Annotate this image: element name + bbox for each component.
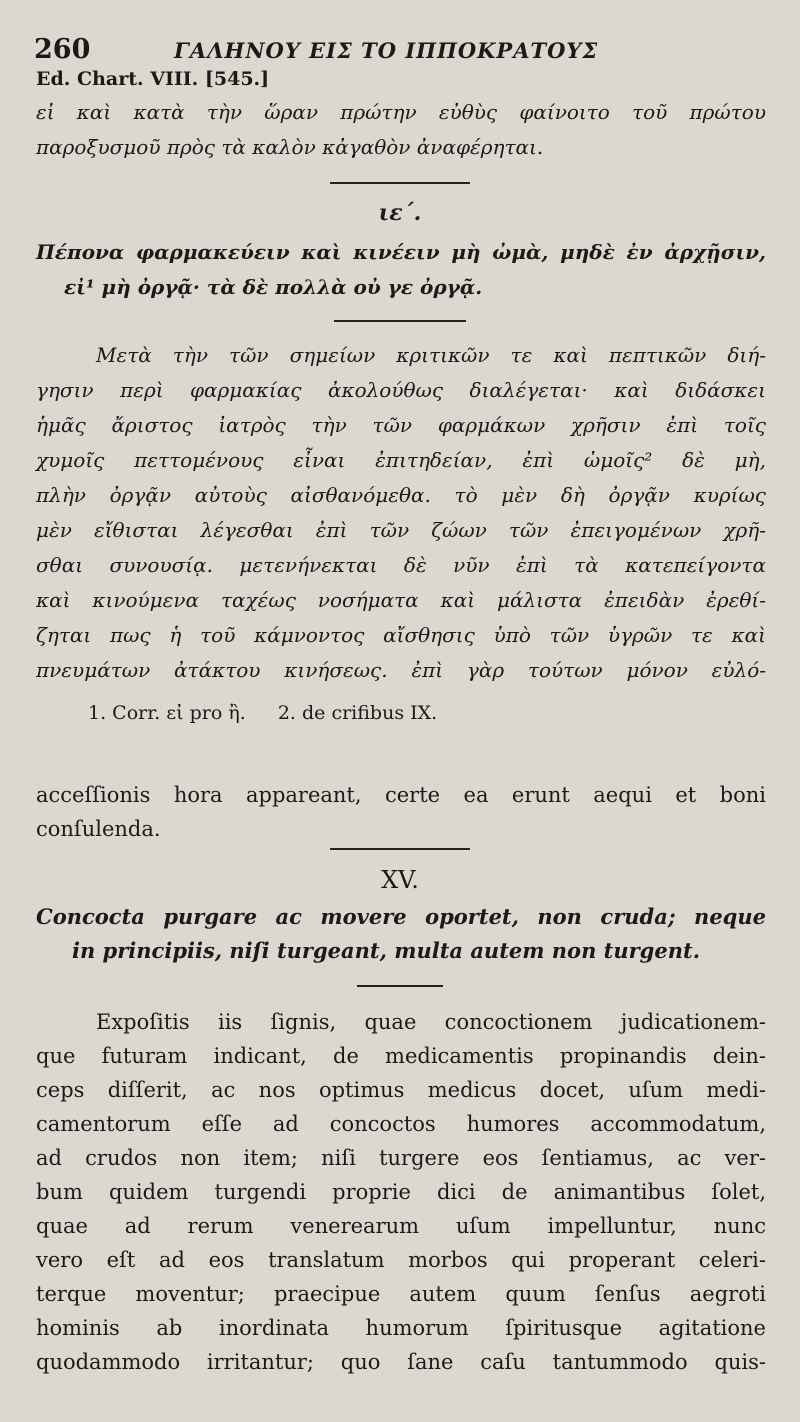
greek-intro	[36, 95, 766, 165]
latin-commentary-line: hominis ab inordinata humorum ſpiritusque agitatione	[36, 1316, 766, 1340]
latin-aphorism-line: Concocta purgare ac movere oportet, non cruda; neque	[36, 904, 766, 929]
latin-intro	[36, 778, 766, 846]
greek-intro-line: εἰ καὶ κατὰ τὴν ὥραν πρώτην εὐθὺς φαίνοιτο τοῦ πρώτου	[36, 100, 766, 124]
greek-section-number: ιε΄.	[378, 200, 422, 226]
divider-rule	[330, 182, 470, 184]
greek-commentary-line: ζηται πως ἡ τοῦ κάμνοντος αἴσθησις ὑπὸ τῶν ὑγρῶν τε καὶ	[36, 623, 766, 647]
latin-aphorism-line: in principiis, niſi turgeant, multa autem non turgent.	[72, 938, 701, 963]
latin-commentary-line: Expoſitis iis ſignis, quae concoctionem judicationem-	[96, 1010, 766, 1034]
footnotes	[88, 702, 463, 724]
latin-commentary	[36, 1005, 766, 1379]
greek-intro-line: παροξυσμοῦ πρὸς τὰ καλὸν κἀγαθὸν ἀναφέρηται.	[36, 135, 544, 159]
latin-intro-line: conſulenda.	[36, 817, 161, 841]
divider-rule	[357, 985, 443, 987]
greek-commentary-line: σθαι συνουσίᾳ. μετενήνεκται δὲ νῦν ἐπὶ τὰ κατεπείγοντα	[36, 553, 766, 577]
greek-commentary-line: χυμοῖς πεττομένους εἶναι ἐπιτηδείαν, ἐπὶ ὠμοῖς² δὲ μὴ,	[36, 448, 766, 472]
greek-aphorism-line: εἰ¹ μὴ ὀργᾷ· τὰ δὲ πολλὰ οὐ γε ὀργᾷ.	[64, 275, 483, 299]
divider-rule	[330, 848, 470, 850]
page-number: 260	[34, 34, 91, 65]
greek-commentary-line: καὶ κινούμενα ταχέως νοσήματα καὶ μάλιστα ἐπειδὰν ἐρεθί-	[36, 588, 766, 612]
latin-intro-line: acceſſionis hora appareant, certe ea erunt aequi et boni	[36, 783, 766, 807]
greek-aphorism-line: Πέπονα φαρμακεύειν καὶ κινέειν μὴ ὠμὰ, μηδὲ ἐν ἀρχῇσιν,	[36, 240, 766, 264]
latin-section-number: XV.	[381, 866, 419, 894]
greek-commentary	[36, 338, 766, 688]
greek-commentary-line: πλὴν ὀργᾷν αὐτοὺς αἰσθανόμεθα. τὸ μὲν δὴ ὀργᾷν κυρίως	[36, 483, 766, 507]
greek-commentary-line: ἡμᾶς ἄριστος ἰατρὸς τὴν τῶν φαρμάκων χρῆσιν ἐπὶ τοῖς	[36, 413, 766, 437]
greek-aphorism	[36, 235, 766, 305]
latin-commentary-line: terque moventur; praecipue autem quum ſenſus aegroti	[36, 1282, 766, 1306]
greek-commentary-line: πνευμάτων ἀτάκτου κινήσεως. ἐπὶ γὰρ τούτων μόνον εὐλό-	[36, 658, 766, 682]
greek-commentary-line: γησιν περὶ φαρμακίας ἀκολούθως διαλέγεται· καὶ διδάσκει	[36, 378, 766, 402]
running-head: ΓΑΛΗΝΟΥ ΕΙΣ ΤΟ ΙΠΠΟΚΡΑΤΟΥΣ	[174, 38, 599, 63]
latin-commentary-line: ceps diſſerit, ac nos optimus medicus docet, uſum medi-	[36, 1078, 766, 1102]
latin-commentary-line: camentorum eſſe ad concoctos humores accommodatum,	[36, 1112, 766, 1136]
edition-reference: Ed. Chart. VIII. [545.]	[36, 68, 270, 90]
footnote: 2. de crifibus IX.	[277, 702, 438, 724]
latin-commentary-line: vero eſt ad eos translatum morbos qui properant celeri-	[36, 1248, 766, 1272]
footnote: 1. Corr. εἰ pro ἢ.	[88, 702, 246, 724]
greek-commentary-line: Μετὰ τὴν τῶν σημείων κριτικῶν τε καὶ πεπτικῶν διή-	[96, 343, 766, 367]
latin-commentary-line: quodammodo irritantur; quo ſane caſu tantummodo quis-	[36, 1350, 766, 1374]
latin-commentary-line: bum quidem turgendi proprie dici de animantibus ſolet,	[36, 1180, 766, 1204]
latin-aphorism	[36, 900, 766, 968]
greek-commentary-line: μὲν εἴθισται λέγεσθαι ἐπὶ τῶν ζώων τῶν ἐπειγομένων χρῆ-	[36, 518, 766, 542]
latin-commentary-line: ad crudos non item; niſi turgere eos ſentiamus, ac ver-	[36, 1146, 766, 1170]
latin-commentary-line: quae ad rerum venerearum uſum impelluntur, nunc	[36, 1214, 766, 1238]
divider-rule	[334, 320, 466, 322]
latin-commentary-line: que futuram indicant, de medicamentis propinandis dein-	[36, 1044, 766, 1068]
